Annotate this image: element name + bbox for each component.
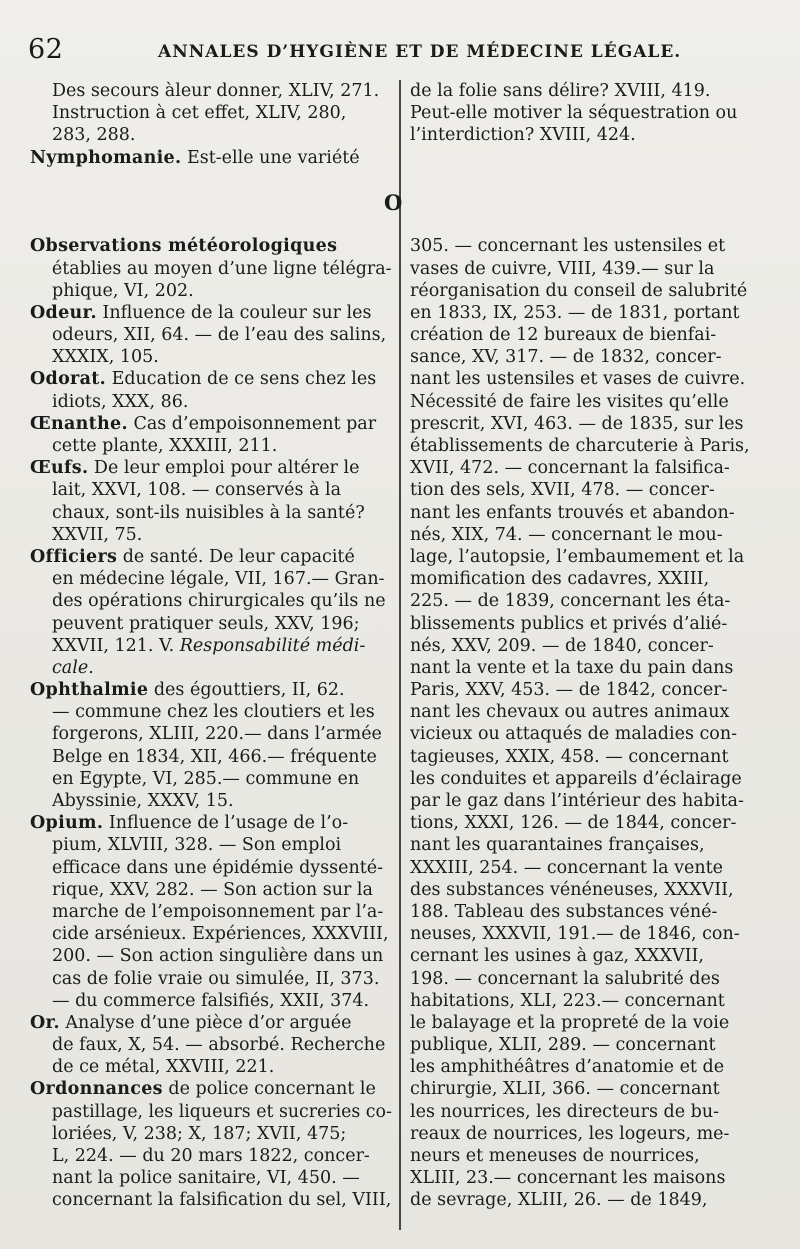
entry-headword: Odorat. [30,369,106,390]
index-line [30,568,392,590]
index-line: nés, XXV, 209. — de 1840, concer- [410,635,714,656]
entry-text: établies au moyen d’une ligne télégra- [51,258,392,279]
index-line: 225. — de 1839, concernant les éta- [410,591,731,612]
index-line: vicieux ou attaqués de maladies con- [410,724,738,745]
index-line: de la folie sans délire? XVIII, 419. [410,81,711,101]
entry-text: phique, VI, 202. [52,280,194,301]
left-column [30,80,392,1212]
index-line: neurs et meneuses de nourrices, [410,1146,700,1166]
index-line: XXXIII, 254. — concernant la vente [410,857,724,878]
index-line [30,213,392,235]
index-line [30,746,392,768]
index-line: reaux de nourrices, les logeurs, me- [410,1123,730,1144]
index-line [30,1078,392,1100]
entry-text: cette plante, XXXIII, 211. [52,436,278,456]
index-line [30,1012,392,1034]
index-line [30,169,392,191]
entry-text: de police concernant le [162,1079,376,1100]
entry-text: cas de folie vraie ou simulée, II, 373. [52,968,380,989]
entry-headword: Ophthalmie [30,680,149,701]
index-line: nant les ustensiles et vases de cuivre. [410,369,746,390]
entry-text: pastillage, les liqueurs et sucreries co- [51,1101,392,1122]
index-line: tions, XXXI, 126. — de 1844, concer- [410,813,737,834]
entry-text: en médecine légale, VII, 167.— Gran- [52,569,385,590]
entry-headword: Ordonnances [30,1079,163,1100]
index-line: 305. — concernant les ustensiles et [410,236,726,257]
index-line [30,235,392,257]
index-line [30,590,392,612]
entry-text: XXVII, 121. V. [52,635,180,656]
index-line: cernant les usines à gaz, XXXVII, [410,946,704,967]
index-line [30,346,392,368]
right-column [410,80,776,1212]
index-line: création de 12 bureaux de bienfai- [410,325,717,346]
entry-text: 283, 288. [52,125,136,146]
index-line [30,790,392,812]
entry-text: loriées, V, 238; X, 187; XVII, 475; [52,1123,347,1144]
index-line [30,324,392,346]
entry-text: des égouttiers, II, 62. [148,680,345,701]
entry-text: XXVII, 75. [52,524,143,545]
entry-text: L, 224. — du 20 mars 1822, concer- [52,1146,370,1166]
index-line [30,413,392,435]
index-line [30,502,392,524]
index-line [30,102,392,124]
index-line: neuses, XXXVII, 191.— de 1846, con- [410,924,740,945]
column-divider [399,80,401,1230]
index-line: vases de cuivre, VIII, 439.— sur la [410,258,715,279]
entry-text: de santé. De leur capacité [117,546,355,567]
index-line [30,1167,392,1189]
entry-text: en Egypte, VI, 285.— commune en [52,768,360,789]
index-line [30,879,392,901]
index-line: blissements publics et privés d’alié- [410,613,728,634]
index-line [30,1123,392,1145]
entry-text: peuvent pratiquer seuls, XXV, 196; [52,613,360,634]
index-line: l’interdiction? XVIII, 424. [410,125,636,146]
entry-text: idiots, XXX, 86. [52,391,189,412]
index-line: les conduites et appareils d’éclairage [410,768,742,789]
entry-headword: Opium. [30,813,104,834]
index-line [30,1189,392,1211]
running-title: ANNALES D’HYGIÈNE ET DE MÉDECINE LÉGALE. [158,42,682,62]
entry-text: lait, XXVI, 108. — conservés à la [52,480,342,501]
index-line [30,901,392,923]
entry-italic: Responsabilité médi- [179,635,366,656]
entry-headword: Officiers [30,546,118,567]
entry-text: chaux, sont-ils nuisibles à la santé? [52,502,365,523]
entry-text: nant la police sanitaire, VI, 450. — [52,1168,360,1189]
index-line [30,812,392,834]
index-line [30,1145,392,1167]
entry-headword: Œnanthe. [30,413,128,434]
index-line [30,191,392,213]
index-line: sance, XV, 317. — de 1832, concer- [410,347,722,368]
index-line: nant les quarantaines françaises, [410,835,705,856]
section-letter: O [384,190,403,215]
entry-text: Instruction à cet effet, XLIV, 280, [52,103,347,124]
index-line: nant les chevaux ou autres animaux [410,702,730,723]
entry-text: de ce métal, XXVIII, 221. [52,1057,275,1078]
entry-headword: Or. [30,1012,60,1033]
entry-headword: Œufs. [30,458,89,479]
entry-text: Education de ce sens chez les [106,369,377,390]
entry-text: efficace dans une épidémie dyssenté- [52,857,384,878]
entry-text: concernant la falsification du sel, VIII, [52,1190,392,1211]
index-line: chirurgie, XLII, 366. — concernant [410,1079,720,1100]
index-line: lage, l’autopsie, l’embaumement et la [410,546,745,567]
entry-text: cide arsénieux. Expériences, XXXVIII, [52,924,389,945]
index-line [30,524,392,546]
entry-text: Abyssinie, XXXV, 15. [52,791,234,811]
index-line [30,613,392,635]
index-line: habitations, XLI, 223.— concernant [410,990,725,1011]
index-line [30,657,392,679]
index-line: publique, XLII, 289. — concernant [410,1035,716,1056]
index-line [30,368,392,390]
index-line: tion des sels, XVII, 478. — concer- [410,480,715,501]
entry-text: rique, XXV, 282. — Son action sur la [52,879,373,900]
index-line [30,635,392,657]
index-line: Paris, XXV, 453. — de 1842, concer- [410,680,728,701]
index-line: prescrit, XVI, 463. — de 1835, sur les [410,413,744,434]
index-line: par le gaz dans l’intérieur des habita- [410,791,744,811]
index-line: des substances vénéneuses, XXXVII, [410,879,734,900]
index-line [30,457,392,479]
entry-text: — commune chez les cloutiers et les [52,702,375,723]
entry-text: Des secours àleur donner, XLIV, 271. [52,81,380,101]
index-line: 198. — concernant la salubrité des [410,968,720,989]
index-line: le balayage et la propreté de la voie [410,1012,730,1033]
entry-headword: Odeur. [30,302,97,323]
index-line [30,968,392,990]
index-line [410,169,776,191]
index-line: XVII, 472. — concernant la falsifica- [410,458,730,479]
index-line [30,945,392,967]
index-line: nant les enfants trouvés et abandon- [410,502,735,523]
index-line [30,546,392,568]
index-line [410,191,776,213]
index-line: Nécessité de faire les visites qu’elle [410,391,729,412]
index-line [30,768,392,790]
index-line [30,1034,392,1056]
entry-text: Est-elle une variété [181,147,360,168]
index-line: tagieuses, XXIX, 458. — concernant [410,746,729,767]
index-line [410,213,776,235]
index-line: 188. Tableau des substances véné- [410,901,718,922]
index-line: réorganisation du conseil de salubrité [410,280,748,301]
page-header [28,34,778,74]
index-line [30,679,392,701]
index-line: les amphithéâtres d’anatomie et de [410,1057,725,1078]
entry-headword: Nymphomanie. [30,147,182,168]
entry-text: odeurs, XII, 64. — de l’eau des salins, [52,325,387,346]
index-line [30,80,392,102]
entry-text: Analyse d’une pièce d’or arguée [59,1012,352,1033]
index-line [30,923,392,945]
index-line: Peut-elle motiver la séquestration ou [410,103,738,124]
entry-text: XXXIX, 105. [52,347,159,368]
entry-text: Cas d’empoisonnement par [127,413,377,434]
entry-text: des opérations chirurgicales qu’ils ne [52,591,386,612]
entry-text: marche de l’empoisonnement par l’a- [52,901,384,922]
entry-text: pium, XLVIII, 328. — Son emploi [52,835,342,856]
index-line [30,857,392,879]
index-line: en 1833, IX, 253. — de 1831, portant [410,302,740,323]
page-number: 62 [28,34,64,65]
entry-text: Influence de l’usage de l’o- [103,813,349,834]
index-line: nés, XIX, 74. — concernant le mou- [410,524,723,545]
index-line [30,479,392,501]
index-line [30,147,392,169]
index-line [30,258,391,280]
index-line: établissements de charcuterie à Paris, [410,436,750,456]
index-line [30,302,392,324]
entry-text: Influence de la couleur sur les [96,302,372,323]
index-line [410,147,776,169]
index-line [30,723,392,745]
index-line: de sevrage, XLIII, 26. — de 1849, [410,1190,708,1211]
entry-text: 200. — Son action singulière dans un [52,946,384,967]
entry-text: forgerons, XLIII, 220.— dans l’armée [52,724,382,745]
index-line [30,701,392,723]
index-line [30,124,392,146]
index-line [30,834,392,856]
index-line [30,435,392,457]
index-line [30,990,392,1012]
entry-text: — du commerce falsifiés, XXII, 374. [52,990,370,1011]
entry-text: De leur emploi pour altérer le [88,458,360,479]
entry-headword: Observations météorologiques [30,236,338,257]
entry-italic: cale. [52,657,94,678]
index-line [30,391,392,413]
entry-text: Belge en 1834, XII, 466.— fréquente [52,746,377,767]
index-line: les nourrices, les directeurs de bu- [410,1101,720,1122]
index-line [30,280,392,302]
index-line: momification des cadavres, XXIII, [410,569,710,590]
index-line: nant la vente et la taxe du pain dans [410,657,734,678]
entry-text: de faux, X, 54. — absorbé. Recherche [52,1035,386,1056]
index-line [30,1056,392,1078]
index-line [30,1101,392,1123]
index-line: XLIII, 23.— concernant les maisons [410,1168,726,1189]
